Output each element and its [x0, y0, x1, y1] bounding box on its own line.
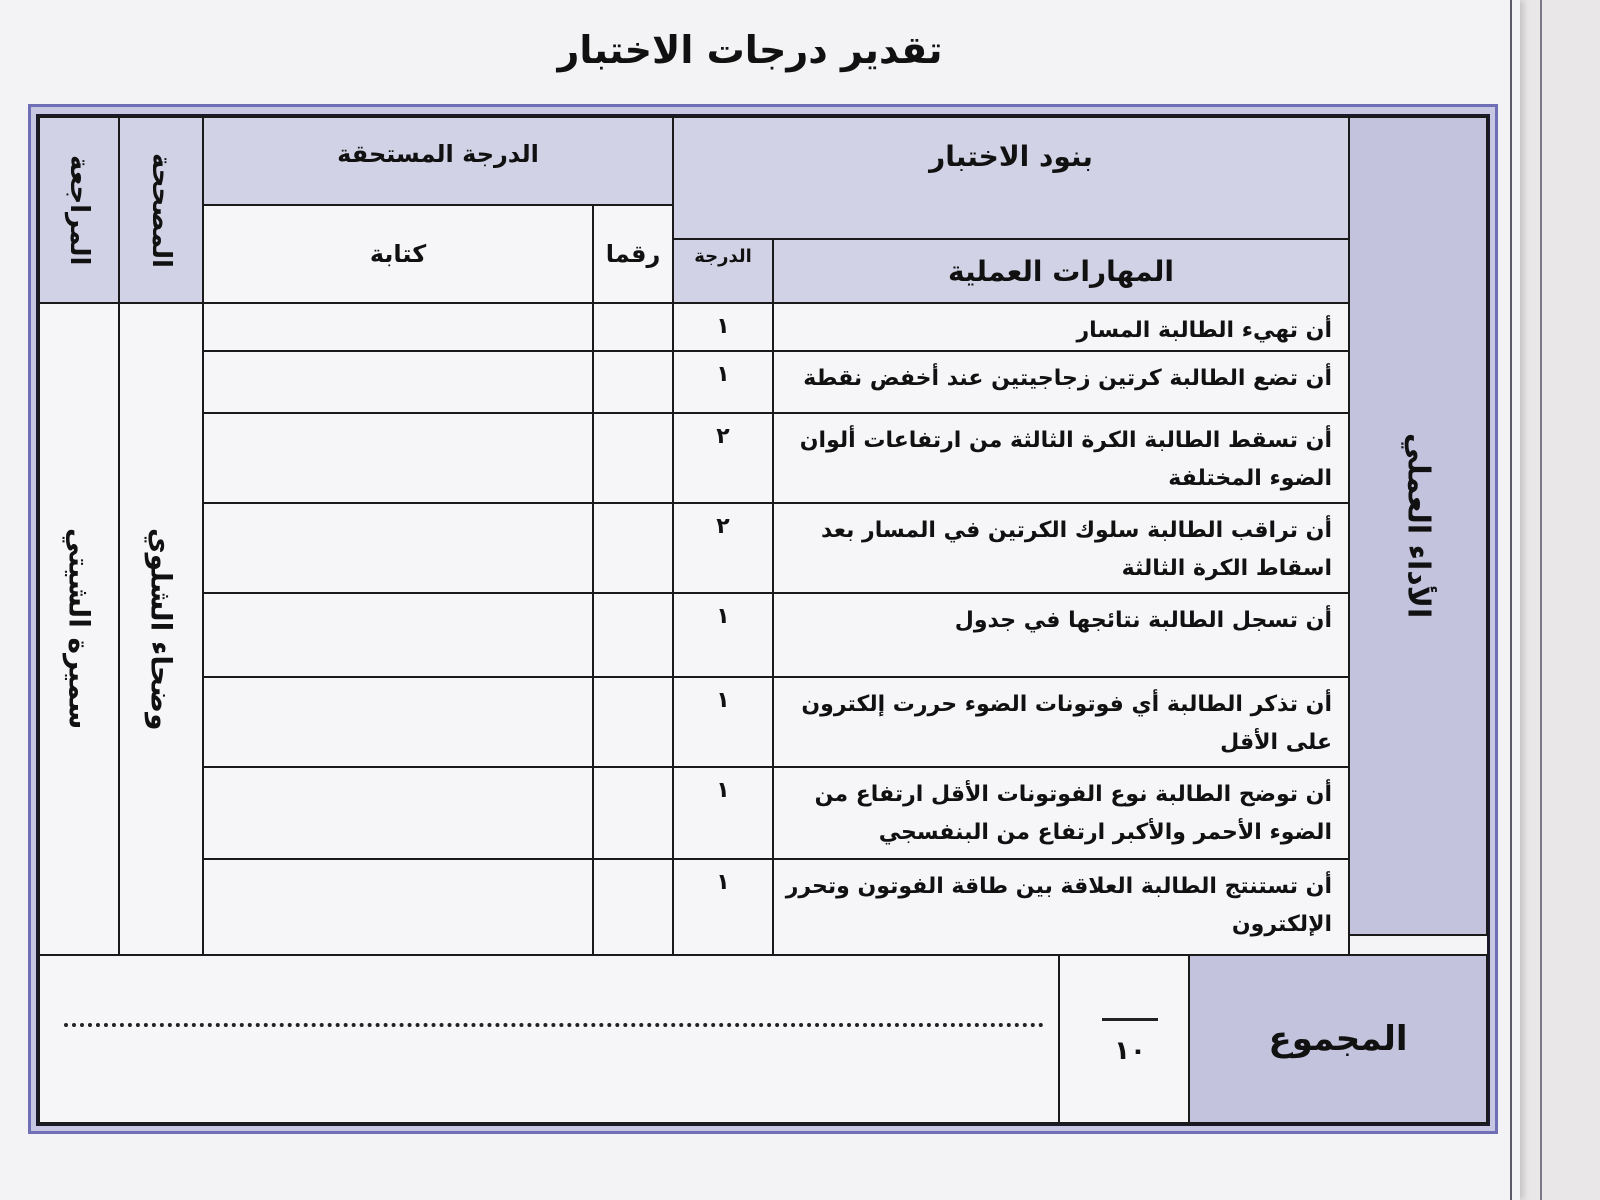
skill-cell [772, 412, 1350, 504]
corrector-header [118, 116, 204, 304]
corrector-name-cell [118, 302, 204, 956]
skill-text: أن توضح الطالبة نوع الفوتونات الأقل ارتفاع من الضوء الأحمر والأكبر ارتفاع من البنفسجي [814, 782, 1332, 845]
grade-value: ١ [716, 314, 730, 339]
digits-cell [592, 302, 674, 352]
grade-value: ٢ [716, 424, 730, 449]
words-header-label: كتابة [369, 240, 427, 268]
grade-value: ١ [716, 688, 730, 713]
grade-value: ١ [716, 362, 730, 387]
digits-cell [592, 676, 674, 768]
reviewer-header-label: المراجعة [64, 154, 94, 266]
skill-text: أن تذكر الطالبة أي فوتونات الضوء حررت إلكترون على الأقل [801, 692, 1332, 755]
grade-cell [672, 766, 774, 860]
grade-cell [672, 412, 774, 504]
skill-cell [772, 858, 1350, 956]
fraction-bar [1102, 1018, 1158, 1021]
words-cell [202, 412, 594, 504]
total-label-cell [1188, 954, 1488, 1124]
grade-cell [672, 350, 774, 414]
words-cell [202, 302, 594, 352]
words-cell [202, 858, 594, 956]
grade-header [672, 238, 774, 304]
total-label: المجموع [1268, 1019, 1408, 1059]
reviewer-name: سميرة الشيتي [62, 528, 96, 730]
grade-cell [672, 302, 774, 352]
items-header [672, 116, 1350, 240]
page-edge [1510, 0, 1512, 1200]
words-cell [202, 502, 594, 594]
total-denominator: ١٠ [1114, 1036, 1146, 1066]
grade-header-label: الدرجة [694, 246, 752, 267]
skill-cell [772, 766, 1350, 860]
corrector-name: وضحاء الشلوي [144, 527, 178, 731]
grade-value: ٢ [716, 514, 730, 539]
words-header [202, 204, 594, 304]
section-label-cell [1348, 116, 1488, 936]
skill-text: أن تسقط الطالبة الكرة الثالثة من ارتفاعات ألوان الضوء المختلفة [799, 428, 1332, 491]
reviewer-header [38, 116, 120, 304]
skill-cell [772, 350, 1350, 414]
skill-cell [772, 502, 1350, 594]
words-cell [202, 676, 594, 768]
skill-cell [772, 592, 1350, 678]
words-cell [202, 766, 594, 860]
skill-text: أن تهيء الطالبة المسار [1076, 318, 1332, 343]
digits-cell [592, 502, 674, 594]
total-dotted-line [64, 1023, 1044, 1027]
digits-cell [592, 858, 674, 956]
page-edge-back [1540, 0, 1542, 1200]
items-header-label: بنود الاختبار [929, 140, 1093, 173]
digits-cell [592, 766, 674, 860]
digits-header [592, 204, 674, 304]
corrector-header-label: المصححة [146, 152, 176, 268]
reviewer-name-cell [38, 302, 120, 956]
section-label: الأداء العملي [1400, 433, 1436, 619]
digits-cell [592, 412, 674, 504]
skills-header [772, 238, 1350, 304]
words-cell [202, 592, 594, 678]
skill-text: أن تسجل الطالبة نتائجها في جدول [954, 608, 1332, 633]
grade-value: ١ [716, 778, 730, 803]
digits-cell [592, 592, 674, 678]
words-cell [202, 350, 594, 414]
digits-cell [592, 350, 674, 414]
earned-header-label: الدرجة المستحقة [337, 140, 539, 168]
skill-cell [772, 676, 1350, 768]
digits-header-label: رقما [605, 240, 661, 268]
grade-cell [672, 858, 774, 956]
page-title: تقدير درجات الاختبار [557, 28, 943, 72]
earned-header [202, 116, 674, 206]
grade-value: ١ [716, 870, 730, 895]
grade-value: ١ [716, 604, 730, 629]
skill-cell [772, 302, 1350, 352]
total-words-cell [38, 954, 1060, 1124]
grade-cell [672, 676, 774, 768]
skill-text: أن تستنتج الطالبة العلاقة بين طاقة الفوتون وتحرر الإلكترون [785, 874, 1332, 937]
skills-header-label: المهارات العملية [948, 254, 1175, 288]
skill-text: أن تراقب الطالبة سلوك الكرتين في المسار بعد اسقاط الكرة الثالثة [821, 518, 1332, 581]
grade-cell [672, 502, 774, 594]
skill-text: أن تضع الطالبة كرتين زجاجيتين عند أخفض نقطة [803, 366, 1332, 391]
grade-cell [672, 592, 774, 678]
